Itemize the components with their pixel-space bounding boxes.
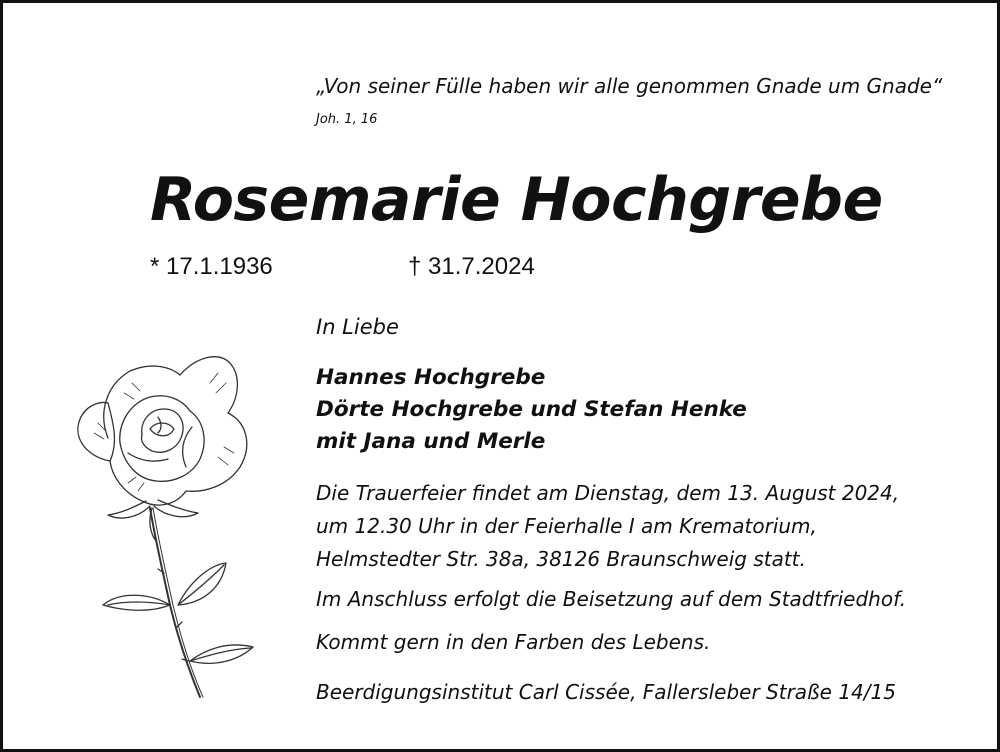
bible-reference: Joh. 1, 16 bbox=[316, 112, 378, 127]
mourner-line: Hannes Hochgrebe bbox=[316, 365, 546, 390]
service-line: um 12.30 Uhr in der Feierhalle I am Krematorium, bbox=[316, 514, 817, 538]
death-date: † 31.7.2024 bbox=[408, 253, 535, 280]
bible-quote: „Von seiner Fülle haben wir alle genommen Gnade um Gnade“ bbox=[316, 74, 943, 98]
burial-text: Im Anschluss erfolgt die Beisetzung auf dem Stadtfriedhof. bbox=[316, 587, 907, 611]
intro-text: In Liebe bbox=[316, 315, 399, 339]
service-line: Die Trauerfeier findet am Dienstag, dem 13. August 2024, bbox=[316, 481, 900, 505]
mourner-line: Dörte Hochgrebe und Stefan Henke bbox=[316, 397, 747, 422]
service-line: Helmstedter Str. 38a, 38126 Braunschweig statt. bbox=[316, 547, 806, 571]
service-details bbox=[316, 477, 899, 576]
dress-note: Kommt gern in den Farben des Lebens. bbox=[316, 630, 711, 654]
funeral-home: Beerdigungsinstitut Carl Cissée, Fallersleber Straße 14/15 bbox=[316, 680, 896, 704]
mourners-list bbox=[316, 362, 747, 458]
rose-drawing bbox=[58, 343, 268, 703]
birth-date: * 17.1.1936 bbox=[150, 253, 273, 280]
mourner-line: mit Jana und Merle bbox=[316, 429, 546, 454]
deceased-name: Rosemarie Hochgrebe bbox=[150, 165, 883, 235]
